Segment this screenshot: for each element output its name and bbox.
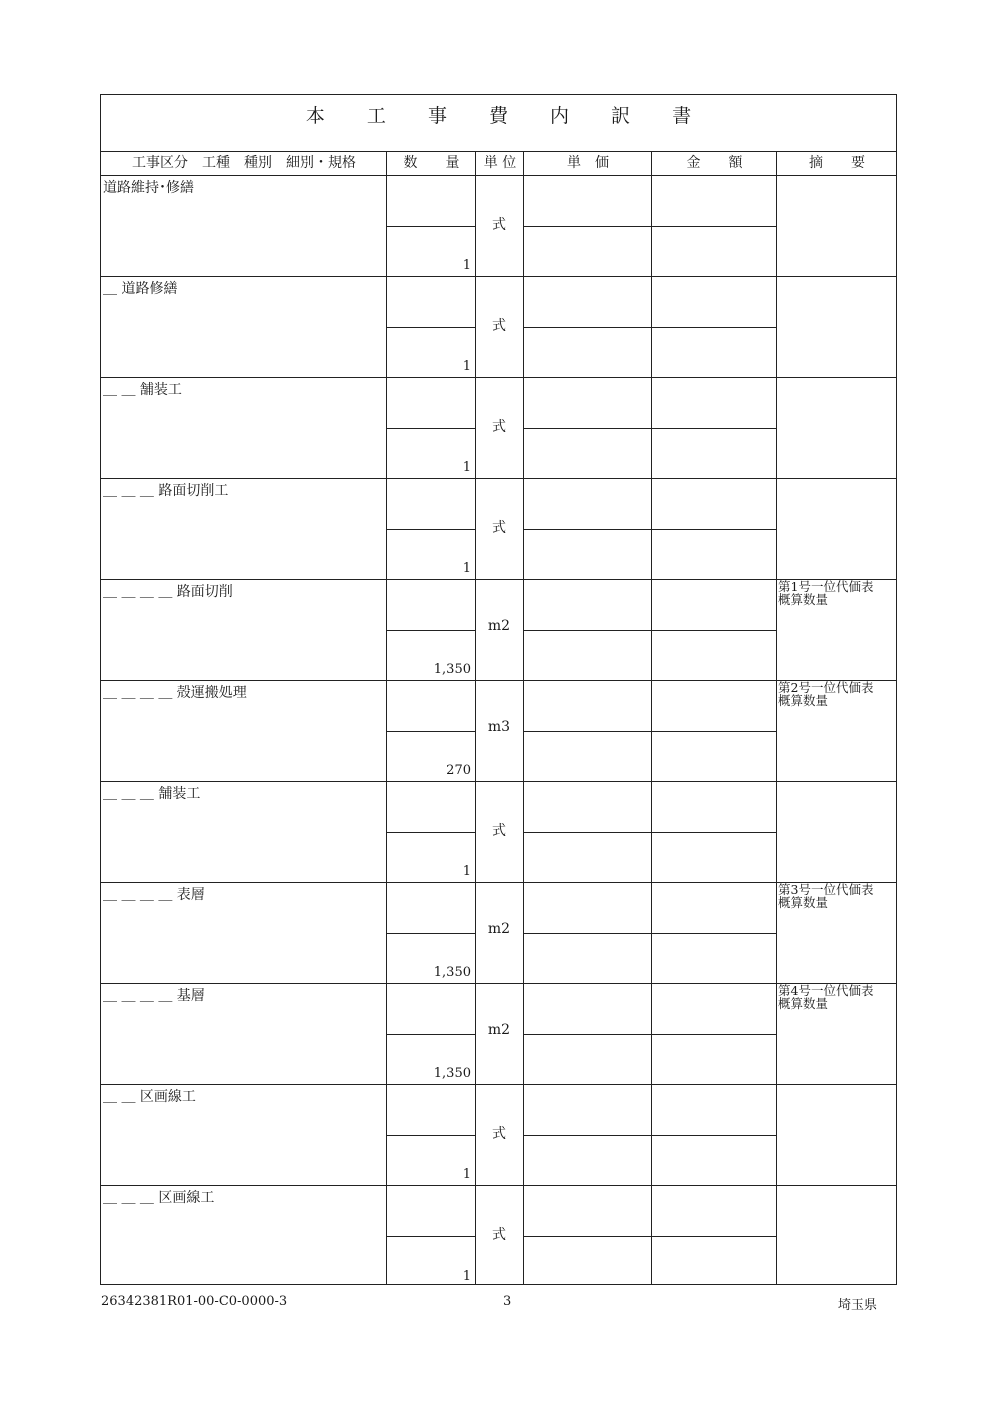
item-name: ＿ ＿ ＿ 路面切削工 [103, 483, 229, 499]
item-remarks: 第1号一位代価表 概算数量 [778, 579, 874, 607]
table-row [101, 984, 896, 1085]
item-name: 道路維持･修繕 [103, 180, 194, 196]
item-quantity: 270 [446, 763, 471, 778]
item-name: ＿ ＿ ＿ ＿ 基層 [103, 988, 205, 1004]
item-name: ＿ ＿ ＿ ＿ 路面切削 [103, 584, 233, 600]
item-remarks: 第2号一位代価表 概算数量 [778, 680, 874, 708]
cell-divider [386, 529, 475, 530]
page-number: 3 [503, 1294, 512, 1309]
cell-divider [386, 428, 475, 429]
item-unit: 式 [492, 520, 506, 536]
item-quantity: 1 [462, 864, 471, 879]
item-unit: 式 [492, 419, 506, 435]
table-row [101, 1186, 896, 1287]
item-name: ＿ ＿ ＿ 舗装工 [103, 786, 201, 802]
item-name: ＿ ＿ ＿ ＿ 殻運搬処理 [103, 685, 247, 701]
item-quantity: 1 [462, 1269, 471, 1284]
cell-divider [523, 1034, 776, 1035]
cell-divider [523, 327, 776, 328]
header-quantity: 数 量 [403, 155, 460, 171]
cell-divider [523, 630, 776, 631]
header-remarks: 摘 要 [809, 155, 865, 171]
item-quantity: 1 [462, 460, 471, 475]
item-remarks: 第4号一位代価表 概算数量 [778, 983, 874, 1011]
table-row [101, 782, 896, 883]
cell-divider [386, 327, 475, 328]
item-name: ＿ ＿ 区画線工 [103, 1089, 196, 1105]
cell-divider [386, 630, 475, 631]
item-unit: m3 [487, 719, 511, 735]
cost-breakdown-sheet [100, 94, 897, 1285]
header-unit: 単 位 [483, 155, 517, 171]
item-unit: 式 [492, 217, 506, 233]
table-row [101, 580, 896, 681]
cell-divider [386, 1135, 475, 1136]
item-unit: 式 [492, 318, 506, 334]
table-row [101, 883, 896, 984]
cell-divider [386, 731, 475, 732]
item-unit: 式 [492, 823, 506, 839]
table-row [101, 681, 896, 782]
cell-divider [523, 428, 776, 429]
cell-divider [523, 933, 776, 934]
cell-divider [386, 226, 475, 227]
item-unit: m2 [487, 921, 511, 937]
document-code: 26342381R01-00-C0-0000-3 [101, 1294, 288, 1309]
item-unit: m2 [487, 618, 511, 634]
table-body [101, 176, 896, 1285]
cell-divider [523, 529, 776, 530]
item-remarks: 第3号一位代価表 概算数量 [778, 882, 874, 910]
header-item: 工事区分 工種 種別 細別・規格 [132, 155, 356, 171]
item-quantity: 1 [462, 359, 471, 374]
table-row [101, 378, 896, 479]
cell-divider [523, 226, 776, 227]
cell-divider [523, 1135, 776, 1136]
header-unit-price: 単 価 [567, 155, 609, 171]
header-amount: 金 額 [686, 155, 743, 171]
cell-divider [386, 933, 475, 934]
item-quantity: 1 [462, 561, 471, 576]
cell-divider [523, 731, 776, 732]
title-band [101, 95, 896, 152]
table-row [101, 1085, 896, 1186]
item-quantity: 1 [462, 1167, 471, 1182]
table-row [101, 277, 896, 378]
cell-divider [386, 832, 475, 833]
item-name: ＿ ＿ ＿ ＿ 表層 [103, 887, 205, 903]
item-unit: m2 [487, 1022, 511, 1038]
item-quantity: 1 [462, 258, 471, 273]
item-unit: 式 [492, 1126, 506, 1142]
cell-divider [386, 1034, 475, 1035]
item-quantity: 1,350 [433, 965, 471, 980]
document-title: 本 工 事 費 内 訳 書 [305, 105, 710, 127]
item-quantity: 1,350 [433, 662, 471, 677]
item-unit: 式 [492, 1227, 506, 1243]
cell-divider [386, 1236, 475, 1237]
table-row [101, 479, 896, 580]
prefecture-name: 埼玉県 [838, 1298, 878, 1313]
item-name: ＿ ＿ 舗装工 [103, 382, 182, 398]
cell-divider [523, 1236, 776, 1237]
item-name: ＿ 道路修繕 [103, 281, 178, 297]
item-quantity: 1,350 [433, 1066, 471, 1081]
cell-divider [523, 832, 776, 833]
item-name: ＿ ＿ ＿ 区画線工 [103, 1190, 215, 1206]
table-row [101, 176, 896, 277]
